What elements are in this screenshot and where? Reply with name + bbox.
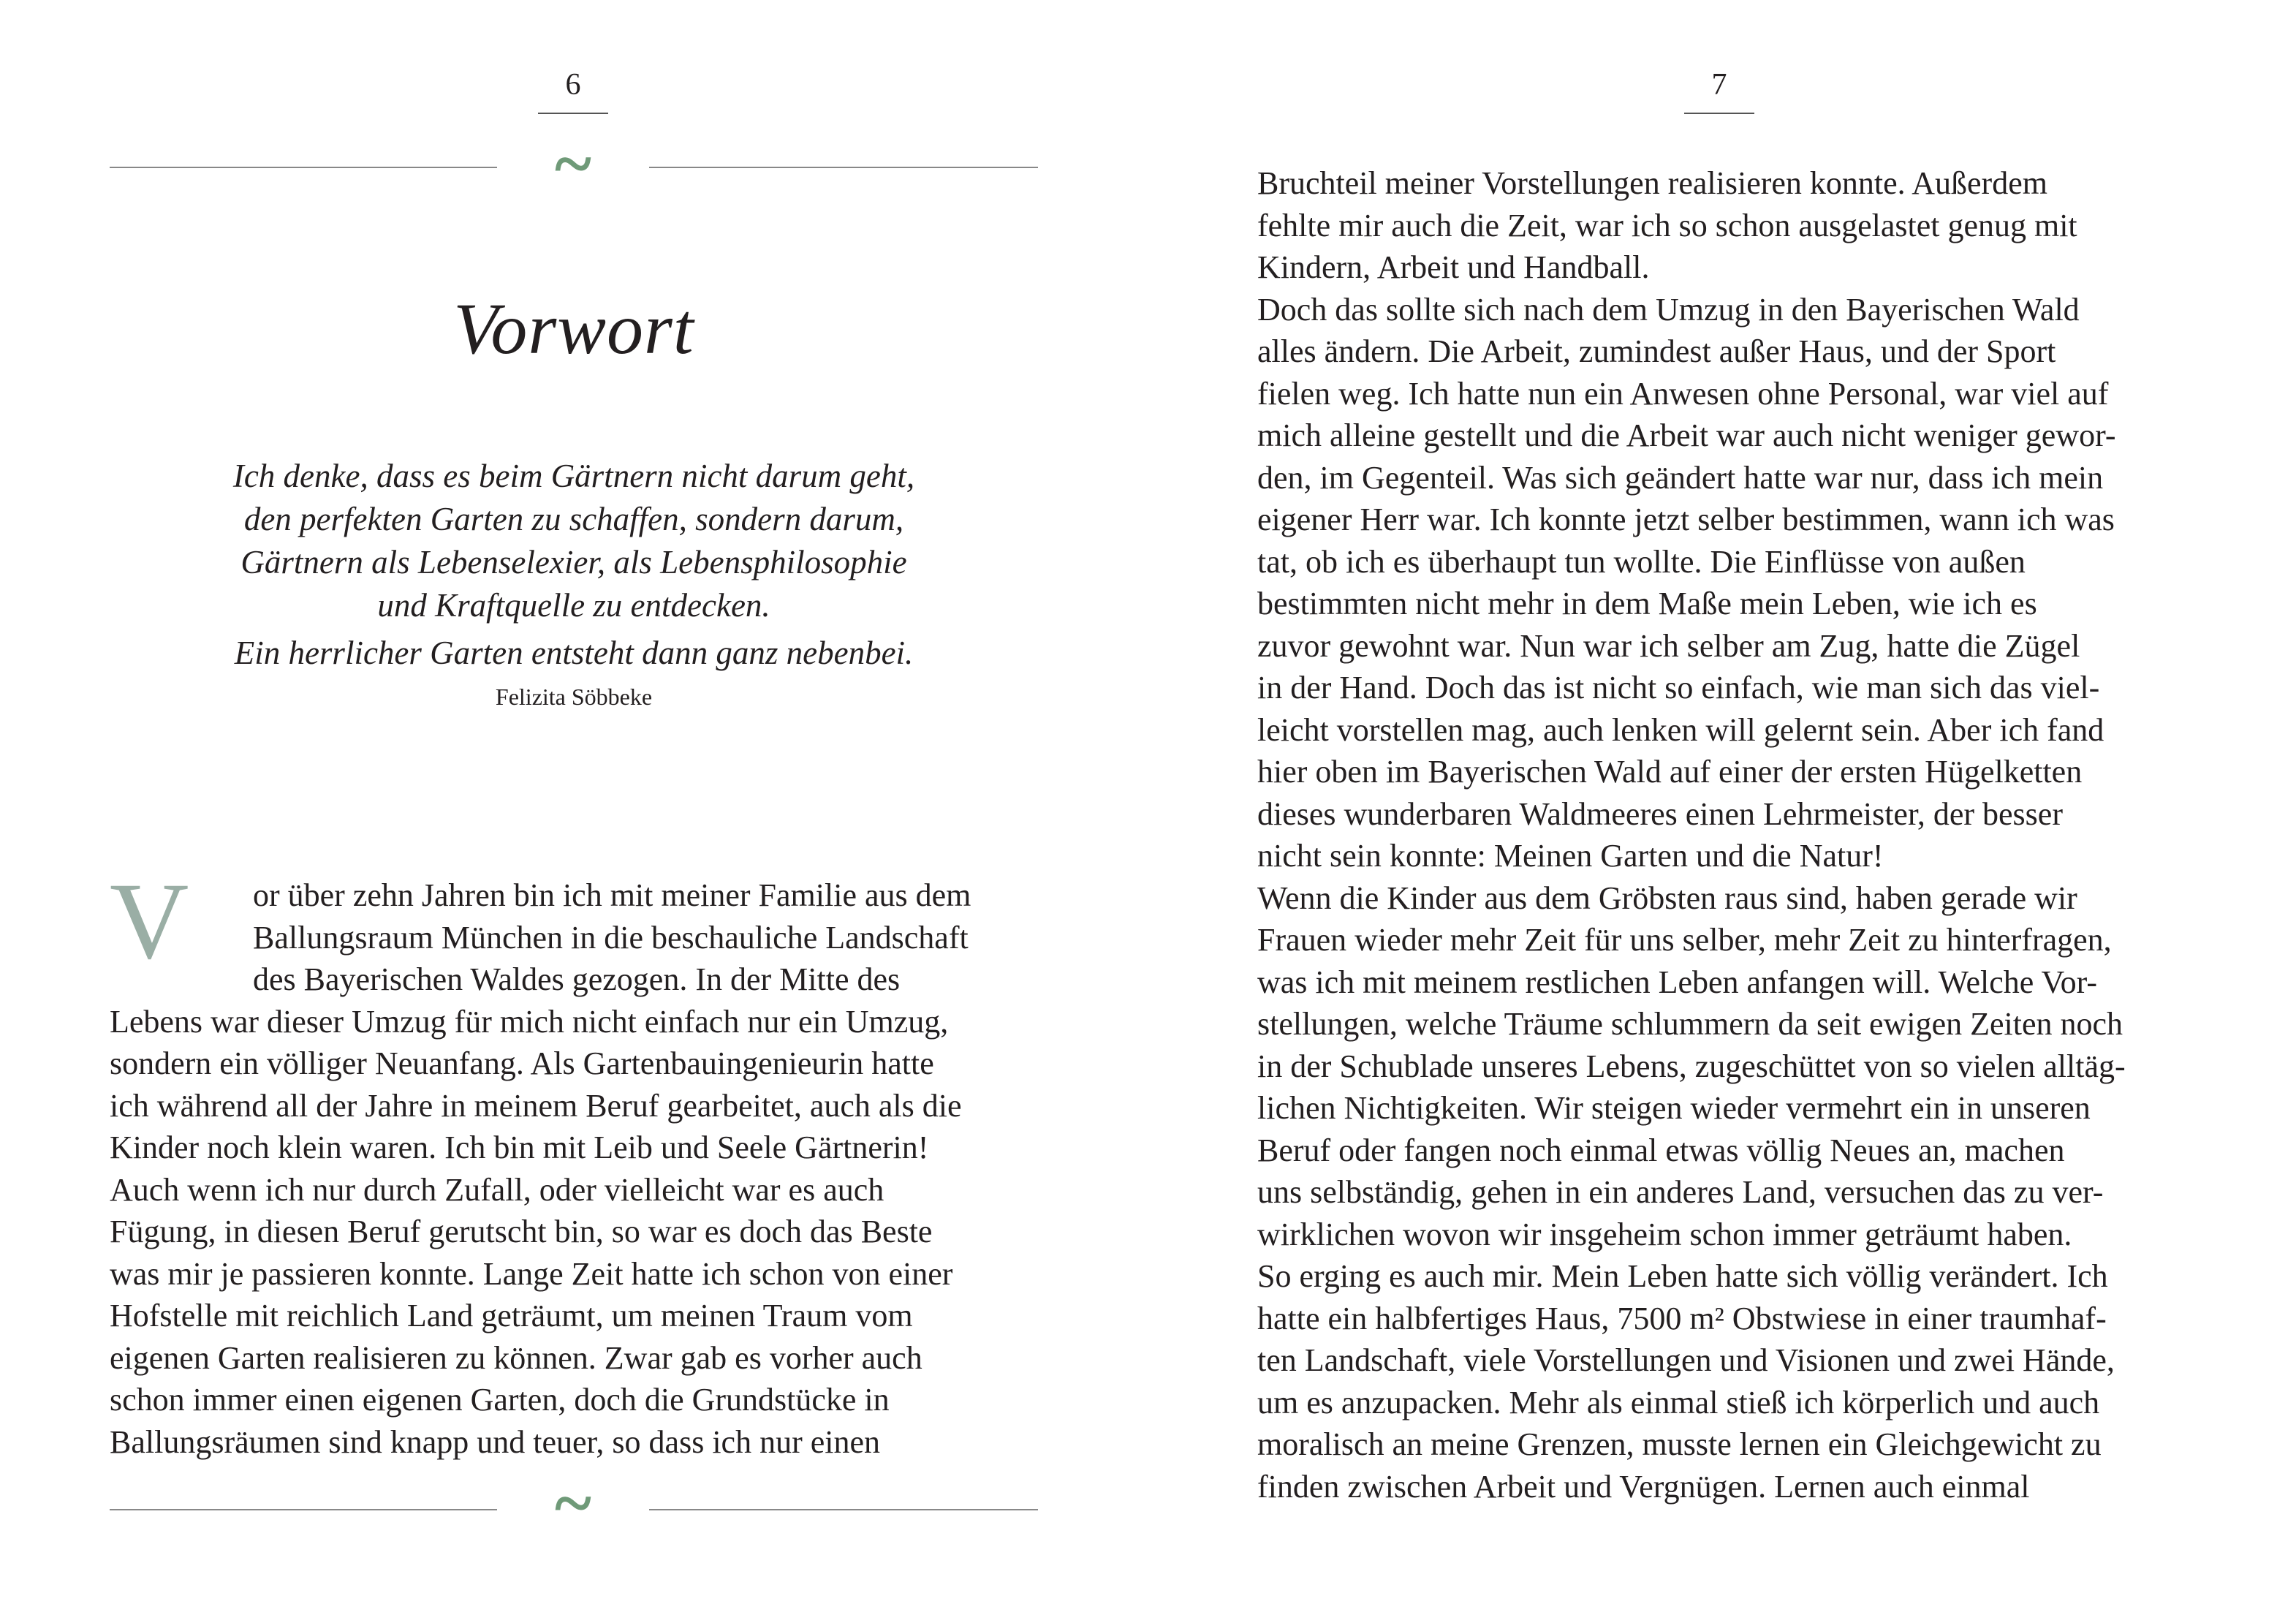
- text-line: nicht sein konnte: Meinen Garten und die Natur!: [1257, 838, 1884, 874]
- bottom-rule-left: [110, 1509, 497, 1510]
- text-line: was ich mit meinem restlichen Leben anfangen will. Welche Vor-: [1257, 964, 2098, 1000]
- text-line: zuvor gewohnt war. Nun war ich selber am Zug, hatte die Zügel: [1257, 627, 2080, 664]
- text-line: sondern ein völliger Neuanfang. Als Gartenbauingenieurin hatte: [110, 1045, 934, 1081]
- text-line: wirklichen wovon wir insgeheim schon immer geträumt haben.: [1257, 1216, 2072, 1252]
- text-line: fehlte mir auch die Zeit, war ich so schon ausgelastet genug mit: [1257, 207, 2077, 243]
- text-line: schon immer einen eigenen Garten, doch die Grundstücke in: [110, 1382, 890, 1418]
- text-line: fielen weg. Ich hatte nun ein Anwesen ohne Personal, war viel auf: [1257, 375, 2109, 412]
- page-number-underline: [1684, 113, 1754, 114]
- text-line: ich während all der Jahre in meinem Beruf gearbeitet, auch als die: [110, 1087, 962, 1124]
- text-line: hatte ein halbfertiges Haus, 7500 m² Obstwiese in einer traumhaf-: [1257, 1300, 2107, 1336]
- body-text-left: [110, 1001, 962, 1464]
- text-line: alles ändern. Die Arbeit, zumindest außer Haus, und der Sport: [1257, 333, 2056, 369]
- text-line: uns selbständig, gehen in ein anderes Land, versuchen das zu ver-: [1257, 1174, 2104, 1210]
- text-line: Kinder noch klein waren. Ich bin mit Leib und Seele Gärtnerin!: [110, 1130, 929, 1165]
- text-line: bestimmten nicht mehr in dem Maße mein Leben, wie ich es: [1257, 586, 2037, 621]
- text-line: Fügung, in diesen Beruf gerutscht bin, so war es doch das Beste: [110, 1214, 933, 1249]
- text-line: lichen Nichtigkeiten. Wir steigen wieder vermehrt ein in unseren: [1257, 1090, 2091, 1126]
- text-line: in der Hand. Doch das ist nicht so einfach, wie man sich das viel-: [1257, 670, 2100, 705]
- body-text-indented: [253, 874, 971, 1001]
- epigraph-line: Ich denke, dass es beim Gärtnern nicht darum geht,: [232, 458, 915, 494]
- text-line: tat, ob ich es überhaupt tun wollte. Die Einflüsse von außen: [1257, 543, 2026, 580]
- text-line: stellungen, welche Träume schlummern da seit ewigen Zeiten noch: [1257, 1006, 2123, 1042]
- text-line: eigenen Garten realisieren zu können. Zwar gab es vorher auch: [110, 1339, 922, 1376]
- text-line: dieses wunderbaren Waldmeeres einen Lehrmeister, der besser: [1257, 795, 2063, 832]
- text-line: hier oben im Bayerischen Wald auf einer der ersten Hügelketten: [1257, 754, 2083, 790]
- drop-cap: V: [110, 860, 189, 982]
- chapter-title: Vorwort: [453, 288, 694, 369]
- text-line: Frauen wieder mehr Zeit für uns selber, mehr Zeit zu hinterfragen,: [1257, 922, 2112, 958]
- page-number-left: 6: [565, 68, 581, 102]
- text-line: den, im Gegenteil. Was sich geändert hatte war nur, dass ich mein: [1257, 459, 2104, 496]
- tilde-ornament-icon: ~: [555, 124, 591, 203]
- text-line: in der Schublade unseres Lebens, zugeschüttet von so vielen alltäg-: [1257, 1048, 2126, 1084]
- text-line: eigener Herr war. Ich konnte jetzt selber bestimmen, wann ich was: [1257, 502, 2115, 537]
- text-line: ten Landschaft, viele Vorstellungen und Visionen und zwei Hände,: [1257, 1342, 2115, 1378]
- text-line: Bruchteil meiner Vorstellungen realisieren konnte. Außerdem: [1257, 165, 2047, 201]
- epigraph-line: und Kraftquelle zu entdecken.: [377, 587, 770, 624]
- text-line: mich alleine gestellt und die Arbeit war auch nicht weniger gewor-: [1257, 417, 2116, 453]
- text-line: moralisch an meine Grenzen, musste lernen ein Gleichgewicht zu: [1257, 1426, 2102, 1462]
- text-line: Kindern, Arbeit und Handball.: [1257, 249, 1650, 285]
- page-number-underline: [538, 113, 608, 114]
- bottom-rule-right: [649, 1509, 1038, 1510]
- top-rule-left: [110, 167, 497, 168]
- text-line: Hofstelle mit reichlich Land geträumt, um meinen Traum vom: [110, 1298, 913, 1333]
- top-rule-right: [649, 167, 1038, 168]
- epigraph-author: Felizita Söbbeke: [495, 684, 653, 710]
- page-number-right: 7: [1711, 68, 1727, 102]
- epigraph: [110, 455, 1038, 719]
- text-line: So erging es auch mir. Mein Leben hatte sich völlig verändert. Ich: [1257, 1258, 2108, 1294]
- text-line: um es anzupacken. Mehr als einmal stieß ich körperlich und auch: [1257, 1384, 2100, 1420]
- text-line: was mir je passieren konnte. Lange Zeit hatte ich schon von einer: [110, 1255, 953, 1292]
- text-line: Auch wenn ich nur durch Zufall, oder vielleicht war es auch: [110, 1171, 884, 1208]
- text-line: Doch das sollte sich nach dem Umzug in den Bayerischen Wald: [1257, 291, 2080, 328]
- epigraph-line: Ein herrlicher Garten entsteht dann ganz nebenbei.: [234, 635, 914, 671]
- epigraph-line: den perfekten Garten zu schaffen, sondern darum,: [243, 501, 904, 537]
- body-text-right: [1257, 162, 2126, 1507]
- text-line: des Bayerischen Waldes gezogen. In der Mitte des: [253, 961, 901, 997]
- text-line: or über zehn Jahren bin ich mit meiner Familie aus dem: [253, 877, 971, 913]
- text-line: Ballungsraum München in die beschauliche Landschaft: [253, 919, 969, 956]
- text-line: Lebens war dieser Umzug für mich nicht einfach nur ein Umzug,: [110, 1003, 949, 1040]
- text-line: Wenn die Kinder aus dem Gröbsten raus sind, haben gerade wir: [1257, 879, 2077, 916]
- epigraph-line: Gärtnern als Lebenselexier, als Lebensphilosophie: [240, 544, 907, 580]
- text-line: Ballungsräumen sind knapp und teuer, so dass ich nur einen: [110, 1423, 881, 1460]
- text-line: Beruf oder fangen noch einmal etwas völlig Neues an, machen: [1257, 1132, 2065, 1168]
- text-line: leicht vorstellen mag, auch lenken will gelernt sein. Aber ich fand: [1257, 711, 2104, 748]
- tilde-ornament-icon: ~: [555, 1464, 591, 1542]
- text-line: finden zwischen Arbeit und Vergnügen. Lernen auch einmal: [1257, 1468, 2030, 1505]
